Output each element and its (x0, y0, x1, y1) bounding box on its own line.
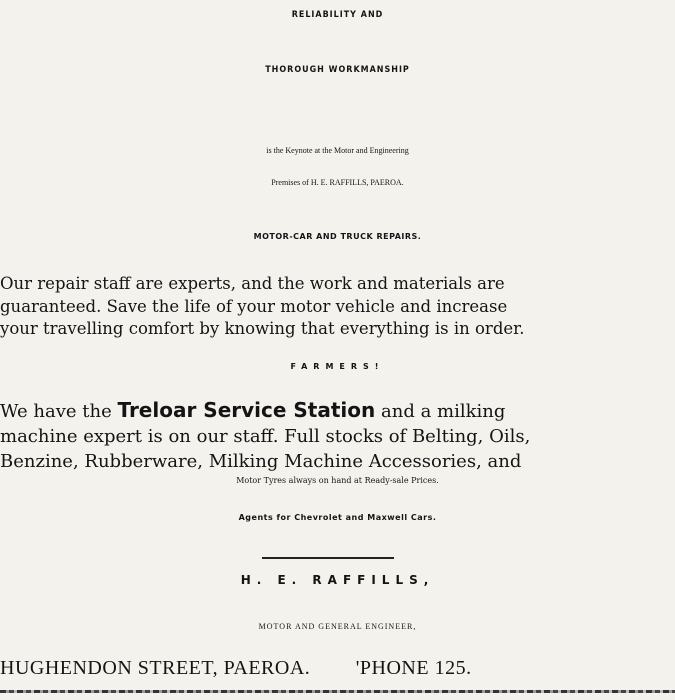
repairs-text-line-1: Our repair staff are experts, and the work and materials are (0, 274, 505, 293)
headline-line-1: RELIABILITY AND (291, 9, 384, 20)
phone-number: 'PHONE 125. (355, 657, 472, 679)
intro-line-2: Premises of H. E. RAFFILLS, PAEROA. (271, 178, 404, 187)
bottom-border (0, 690, 675, 693)
intro-line-1: is the Keynote at the Motor and Engineering (266, 146, 409, 155)
farmers-text-line-3: Benzine, Rubberware, Milking Machine Accessories, and (0, 451, 522, 472)
farmers-text-line-1-start: We have the (0, 401, 112, 422)
farmers-heading: FARMERS! (290, 362, 385, 371)
headline-line-2: THOROUGH WORKMANSHIP (265, 64, 410, 75)
street-address: HUGHENDON STREET, PAEROA. (0, 657, 311, 679)
address-line (0, 657, 472, 680)
divider-rule (262, 557, 394, 559)
repairs-text-line-2: guaranteed. Save the life of your motor vehicle and increase (0, 297, 508, 316)
business-name: H. E. RAFFILLS, (240, 573, 435, 587)
business-trade: MOTOR AND GENERAL ENGINEER, (258, 622, 417, 631)
farmers-text-line-4: Motor Tyres always on hand at Ready-sale Prices. (236, 476, 439, 485)
farmers-text-line-1-end: and a milking (381, 401, 506, 422)
repairs-text-line-3: your travelling comfort by knowing that everything is in order. (0, 319, 525, 338)
farmers-text-line-1 (0, 398, 505, 422)
service-station-name: Treloar Service Station (117, 398, 376, 422)
farmers-text-line-2: machine expert is on our staff. Full stocks of Belting, Oils, (0, 426, 531, 447)
repairs-heading: MOTOR-CAR AND TRUCK REPAIRS. (253, 232, 422, 241)
agents-line: Agents for Chevrolet and Maxwell Cars. (238, 513, 437, 522)
